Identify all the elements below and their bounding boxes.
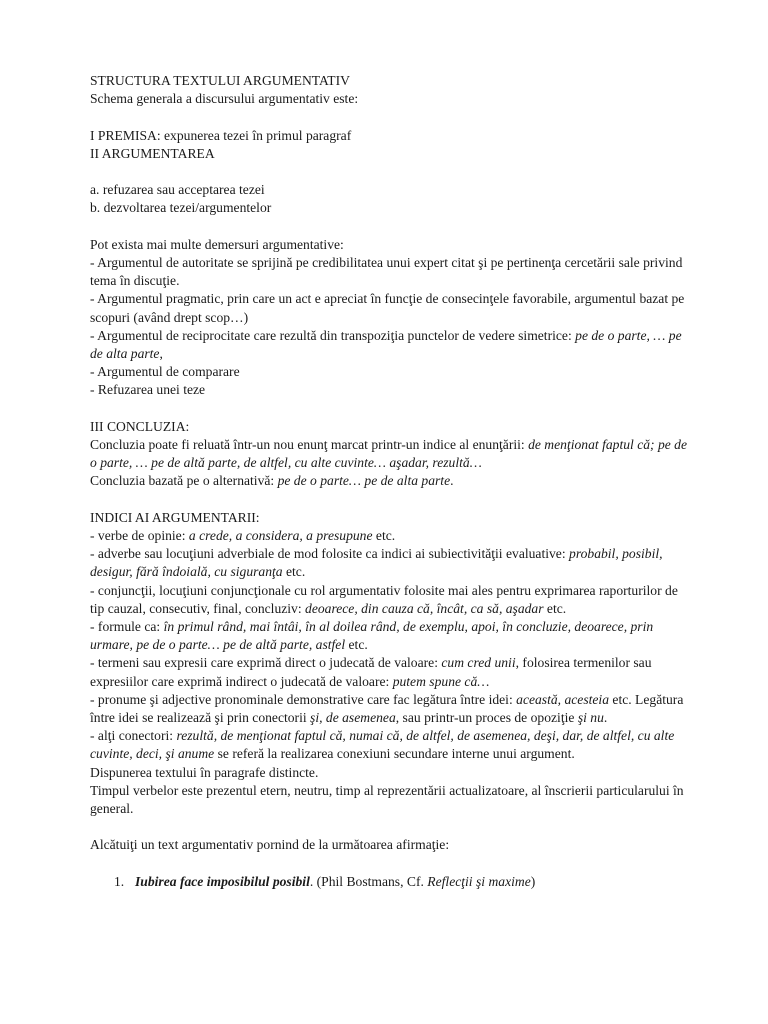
demers-comparare: - Argumentul de comparare xyxy=(90,364,240,380)
text-span: - adverbe sau locuţiuni adverbiale de mod folosite ca indici ai subiectivităţii evaluative: xyxy=(90,546,570,562)
italic-span: de menţionat faptul că; pe de o parte, … pe de altă parte, de altfel, cu alte cuvinte… aşadar, rezultă… xyxy=(90,437,688,471)
text-span: etc. xyxy=(345,637,368,653)
doc-title: STRUCTURA TEXTULUI ARGUMENTATIV xyxy=(90,73,350,88)
indice-conectori xyxy=(90,727,690,763)
demersuri-intro: Pot exista mai multe demersuri argumentative: xyxy=(90,236,344,252)
italic-span: cum cred unii xyxy=(441,655,516,671)
text-span: - verbe de opinie: xyxy=(90,528,189,543)
document-page xyxy=(90,72,690,891)
italic-span: deoarece, din cauza că, încât, ca să, aşadar xyxy=(305,600,544,616)
italic-span: a crede, a considera, a presupune xyxy=(188,528,373,543)
text-span: , sau printr-un proces de opoziţie xyxy=(395,710,578,726)
text-span: Concluzia bazată pe o alternativă: xyxy=(90,473,278,489)
indice-termeni xyxy=(90,654,690,690)
argument-point-b: b. dezvoltarea tezei/argumentelor xyxy=(90,200,272,216)
text-span: . xyxy=(450,473,454,489)
timpul-verbelor: Timpul verbelor este prezentul etern, neutru, timp al reprezentării actualizatoare, al înscrierii particularului în general. xyxy=(90,782,684,817)
demers-reciprocitate xyxy=(90,327,690,363)
text-span: , folosirea termenilor sau expresiilor care exprimă indirect o judecată de valoare: xyxy=(90,655,652,689)
dispunere-text: Dispunerea textului în paragrafe distincte. xyxy=(90,764,319,780)
text-span: etc. xyxy=(372,528,396,543)
argumentarea-heading: II ARGUMENTAREA xyxy=(90,145,215,161)
list-item-text xyxy=(135,873,535,891)
italic-span: în primul rând, mai întâi, în al doilea rând, de exemplu, apoi, în concluzie, deoarece, prin urmare, pe de o parte… pe de altă parte, astfel xyxy=(90,619,654,653)
text-span: - pronume şi adjective pronominale demonstrative care fac legătura între idei: xyxy=(90,691,517,707)
concluzia-heading: III CONCLUZIA: xyxy=(90,418,190,434)
source-title: Reflecţii şi maxime xyxy=(427,873,531,889)
text-span: etc. Legătura între idei se realizează şi prin conectorii xyxy=(90,691,684,726)
italic-span: putem spune că… xyxy=(392,673,490,689)
text-span: etc. xyxy=(282,564,306,580)
italic-span: pe de o parte… pe de alta parte xyxy=(277,473,451,489)
indice-verbe xyxy=(90,527,690,545)
italic-span: probabil, posibil, desigur, fără îndoială, cu siguranţa xyxy=(90,546,663,580)
task-instruction: Alcătuiţi un text argumentativ pornind de la următoarea afirmaţie: xyxy=(90,837,450,853)
text-span: , xyxy=(159,346,163,361)
italic-span: şi, de asemenea xyxy=(310,710,396,726)
italic-span: pe de o parte, … pe de alta parte xyxy=(90,327,682,361)
text-span: - alţi conectori: xyxy=(90,728,177,744)
text-span: etc. xyxy=(543,600,567,616)
text-span: - conjuncţii, locuţiuni conjuncţionale cu rol argumentativ folosite mai ales pentru exprimarea raporturilor de tip cauzal, consecutiv, final, concluziv: xyxy=(90,582,678,616)
concluzie-paragraph-1 xyxy=(90,436,690,472)
concluzie-paragraph-2 xyxy=(90,472,690,490)
argument-point-a: a. refuzarea sau acceptarea tezei xyxy=(90,182,265,198)
text-span: Concluzia poate fi reluată într-un nou enunţ marcat printr-un indice al enunţării: xyxy=(90,437,529,452)
italic-span: această, acesteia xyxy=(516,691,610,707)
list-number: 1. xyxy=(114,873,125,889)
premisa-heading: I PREMISA: expunerea tezei în primul paragraf xyxy=(90,127,352,143)
indice-pronume xyxy=(90,691,690,727)
text-span: ) xyxy=(530,873,536,889)
italic-span: şi nu xyxy=(577,710,604,726)
doc-subtitle: Schema generala a discursului argumentativ este: xyxy=(90,91,359,107)
indici-heading: INDICI AI ARGUMENTARII: xyxy=(90,509,260,525)
text-span: - termeni sau expresii care exprimă direct o judecată de valoare: xyxy=(90,655,442,671)
demers-autoritate: - Argumentul de autoritate se sprijină pe credibilitatea unui expert citat şi pe pertinenţa cercetării sale privind tema în discuţie. xyxy=(90,254,683,289)
text-span: - formule ca: xyxy=(90,619,164,635)
list-item xyxy=(114,873,690,891)
indice-adverbe xyxy=(90,545,690,581)
quote-text: Iubirea face imposibilul posibil xyxy=(135,873,310,889)
indice-conjunctii xyxy=(90,582,690,618)
indice-formule xyxy=(90,618,690,654)
text-span: - Argumentul de reciprocitate care rezultă din transpoziţia punctelor de vedere simetrice: xyxy=(90,327,576,343)
demers-refuzare: - Refuzarea unei teze xyxy=(90,382,206,398)
demers-pragmatic: - Argumentul pragmatic, prin care un act e apreciat în funcţie de consecinţele favorabile, argumentul bazat pe scopuri (având drept scop…) xyxy=(90,291,685,325)
italic-span: rezultă, de menţionat faptul că, numai că, de altfel, de asemenea, deşi, dar, de altfel, cu alte cuvinte, deci, şi anume xyxy=(90,728,675,762)
text-span: se referă la realizarea conexiuni secundare interne unui argument. xyxy=(214,746,575,762)
text-span: . (Phil Bostmans, Cf. xyxy=(309,873,428,889)
text-span: . xyxy=(603,710,608,726)
